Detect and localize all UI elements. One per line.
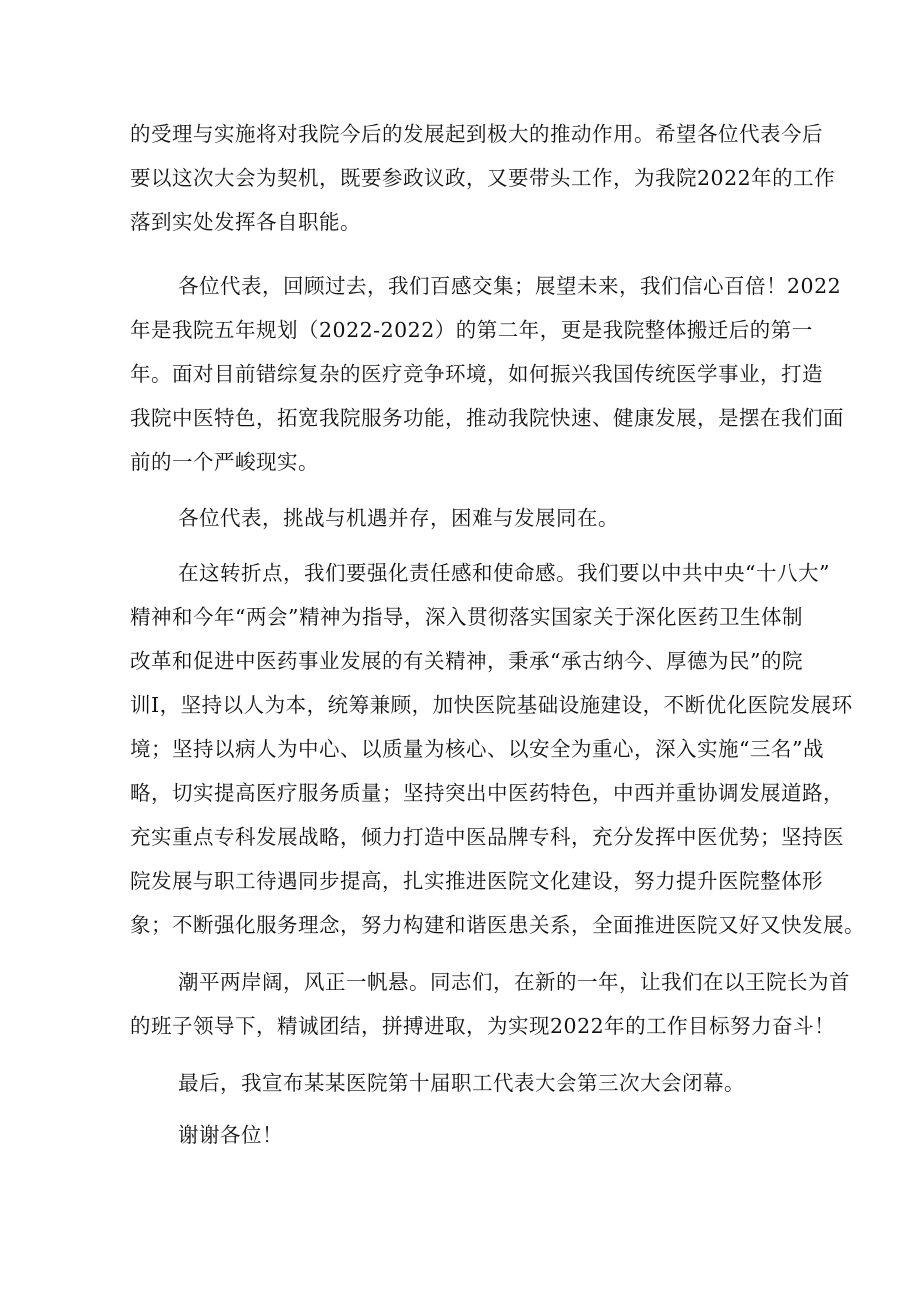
text-line: 充实重点专科发展战略，倾力打造中医品牌专科，充分发挥中医优势；坚持医 bbox=[130, 825, 844, 849]
text-line: 落到实处发挥各自职能。 bbox=[130, 210, 361, 234]
text-line: 略，切实提高医疗服务质量；坚持突出中医药特色，中西并重协调发展道路， bbox=[130, 781, 844, 805]
paragraph-first-line: 潮平两岸阔，风正一帆悬。同志们，在新的一年，让我们在以王院长为首 bbox=[178, 970, 850, 994]
text-line: 改革和促进中医药事业发展的有关精神，秉承“承古纳今、厚德为民”的院 bbox=[130, 649, 803, 673]
text-line: 训I，坚持以人为本，统筹兼顾，加快医院基础设施建设，不断优化医院发展环 bbox=[130, 693, 853, 717]
paragraph-first-line: 各位代表，回顾过去，我们百感交集；展望未来，我们信心百倍！2022 bbox=[178, 274, 842, 298]
paragraph-first-line: 各位代表，挑战与机遇并存，困难与发展同在。 bbox=[178, 506, 619, 530]
text-line: 象；不断强化服务理念，努力构建和谐医患关系，全面推进医院又好又快发展。 bbox=[130, 913, 865, 937]
text-line: 要以这次大会为契机，既要参政议政，又要带头工作，为我院2022年的工作 bbox=[130, 166, 836, 190]
text-line: 的受理与实施将对我院今后的发展起到极大的推动作用。希望各位代表今后 bbox=[130, 122, 823, 146]
text-line: 境；坚持以病人为中心、以质量为核心、以安全为重心，深入实施“三名”战 bbox=[130, 737, 824, 761]
paragraph-first-line: 最后，我宣布某某医院第十届职工代表大会第三次大会闭幕。 bbox=[178, 1071, 745, 1095]
text-line: 的班子领导下，精诚团结，拼搏进取，为实现2022年的工作目标努力奋斗！ bbox=[130, 1014, 836, 1038]
text-line: 前的一个严峻现实。 bbox=[130, 450, 319, 474]
text-line: 年。面对目前错综复杂的医疗竞争环境，如何振兴我国传统医学事业，打造 bbox=[130, 362, 823, 386]
text-line: 年是我院五年规划（2022-2022）的第二年，更是我院整体搬迁后的第一 bbox=[130, 318, 813, 342]
text-line: 精神和今年“两会”精神为指导，深入贯彻落实国家关于深化医药卫生体制 bbox=[130, 605, 803, 629]
closing-line: 谢谢各位！ bbox=[178, 1123, 283, 1147]
text-line: 院发展与职工待遇同步提高，扎实推进医院文化建设，努力提升医院整体形 bbox=[130, 869, 823, 893]
paragraph-first-line: 在这转折点，我们要强化责任感和使命感。我们要以中共中央“十八大” bbox=[178, 561, 830, 585]
text-line: 我院中医特色，拓宽我院服务功能，推动我院快速、健康发展，是摆在我们面 bbox=[130, 406, 844, 430]
